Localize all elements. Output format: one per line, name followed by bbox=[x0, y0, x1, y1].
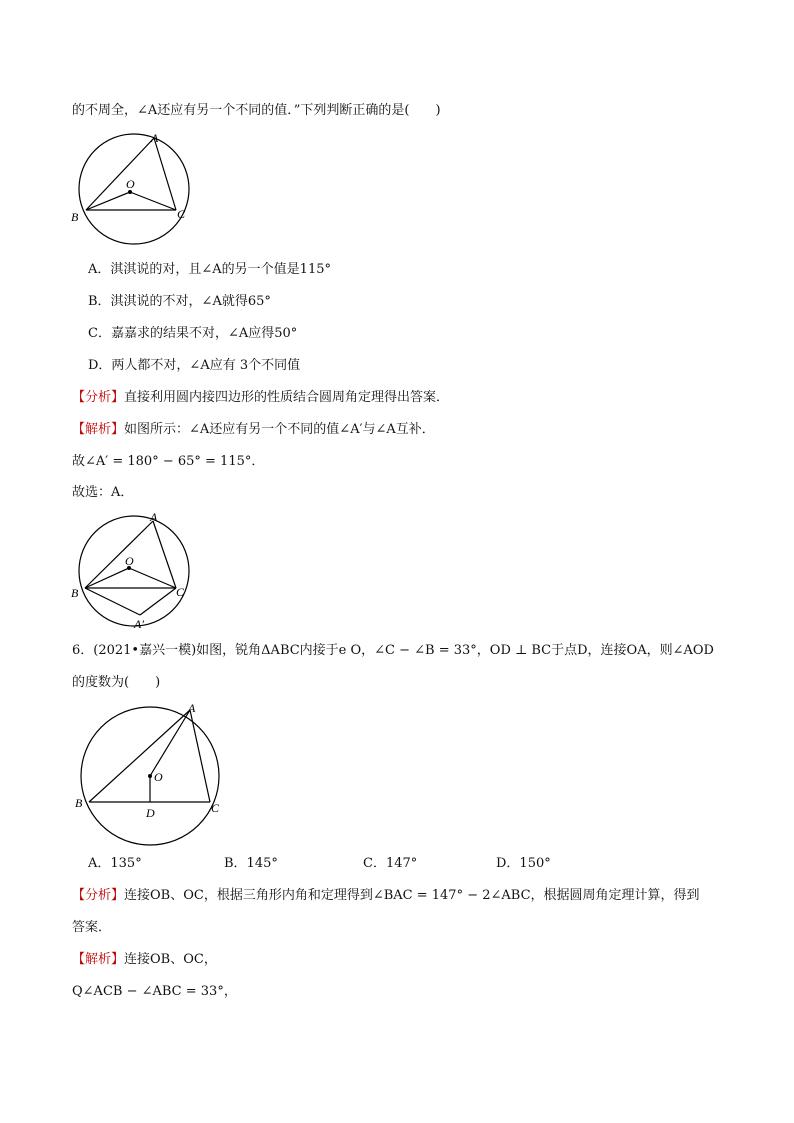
fig3-label-a: A bbox=[188, 701, 196, 715]
fig2-label-a: A bbox=[150, 510, 158, 524]
q6-stem-line2: 的度数为( ) bbox=[72, 675, 161, 690]
q5-intro: 的不周全，∠A还应有另一个不同的值．”下列判断正确的是( ) bbox=[72, 103, 441, 118]
fig3-label-o: O bbox=[154, 770, 163, 784]
q6-stem-line1: 6．(2021•嘉兴一模)如图，锐角ΔABC内接于e O，∠C − ∠B = 33°，OD ⊥ BC于点D，连接OA，则∠AOD bbox=[72, 643, 714, 658]
q6-analysis-line2: 答案． bbox=[72, 920, 112, 935]
fig3-label-d: D bbox=[146, 806, 155, 820]
solution-tag: 【解析】 bbox=[72, 952, 125, 967]
q5-calc: 故∠A′ = 180° − 65° = 115°． bbox=[72, 454, 265, 469]
fig3-label-c: C bbox=[211, 801, 220, 815]
q6-analysis bbox=[72, 888, 700, 904]
q5-option-b: B．淇淇说的不对，∠A就得65° bbox=[88, 294, 271, 309]
fig1-label-a: A bbox=[151, 131, 159, 145]
q6-choice-b: B．145° bbox=[224, 856, 278, 871]
q5-option-d: D．两人都不对，∠A应有 3个不同值 bbox=[88, 358, 301, 373]
q5-answer: 故选：A． bbox=[72, 485, 134, 500]
q6-choice-d: D．150° bbox=[496, 856, 551, 871]
fig3-label-b: B bbox=[75, 796, 83, 810]
analysis-tag: 【分析】 bbox=[72, 390, 125, 405]
solution-text: 如图所示：∠A还应有另一个不同的值∠A′与∠A互补． bbox=[124, 422, 435, 437]
q6-choice-a: A．135° bbox=[88, 856, 142, 871]
q5-figure-1 bbox=[66, 128, 196, 246]
q6-figure bbox=[66, 696, 236, 851]
fig2-label-b: B bbox=[71, 586, 79, 600]
q5-option-a: A．淇淇说的对，且∠A的另一个值是115° bbox=[88, 262, 331, 277]
q6-choice-c: C．147° bbox=[363, 856, 418, 871]
solution-tag: 【解析】 bbox=[72, 422, 125, 437]
q5-figure-2 bbox=[66, 508, 196, 633]
fig1-label-c: C bbox=[177, 207, 186, 221]
q6-last-line: Q∠ACB − ∠ABC = 33°， bbox=[72, 984, 237, 999]
q6-solution bbox=[72, 952, 217, 968]
analysis-text: 连接OB、OC，根据三角形内角和定理得到∠BAC = 147° − 2∠ABC，根据圆周角定理计算，得到 bbox=[124, 888, 700, 903]
q5-solution bbox=[72, 422, 435, 438]
q5-analysis bbox=[72, 390, 449, 406]
fig2-label-c: C bbox=[176, 585, 185, 599]
analysis-text: 直接利用圆内接四边形的性质结合圆周角定理得出答案． bbox=[124, 390, 450, 405]
analysis-tag: 【分析】 bbox=[72, 888, 125, 903]
solution-text: 连接OB、OC， bbox=[124, 952, 217, 967]
q5-option-c: C．嘉嘉求的结果不对，∠A应得50° bbox=[88, 326, 298, 341]
fig2-label-a-prime: A′ bbox=[134, 617, 144, 631]
fig1-label-b: B bbox=[71, 210, 79, 224]
fig1-label-o: O bbox=[126, 177, 135, 191]
fig2-label-o: O bbox=[125, 554, 134, 568]
